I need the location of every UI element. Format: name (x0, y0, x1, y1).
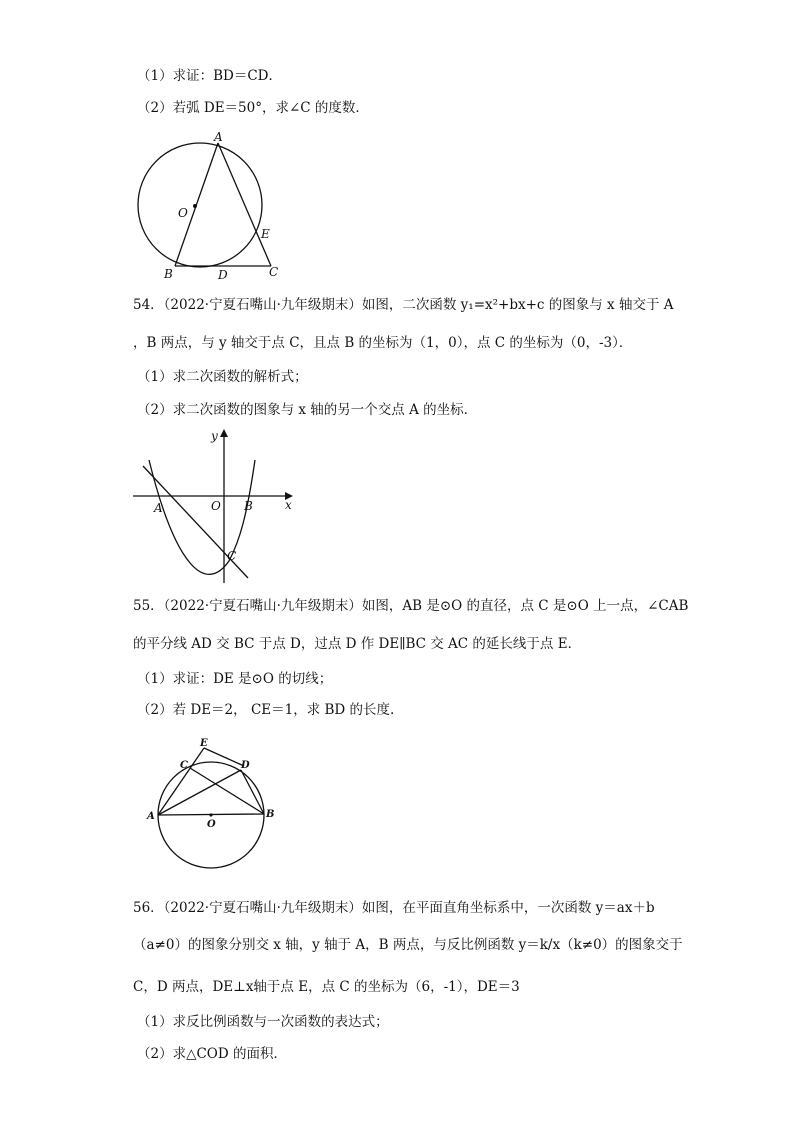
q55-label-c: C (180, 760, 188, 771)
q55-label-b: B (266, 809, 275, 820)
q55-figure (140, 735, 285, 877)
q55-label-o: O (207, 819, 216, 830)
q54-part1: （1）求二次函数的解析式； (137, 369, 308, 385)
q54-y-arrow (220, 429, 228, 437)
q56-stem-line1: 56．（2022·宁夏石嘴山·九年级期末）如图，在平面直角坐标系中，一次函数 y＝ax＋b (133, 900, 655, 916)
q56-part1: （1）求反比例函数与一次函数的表达式； (137, 1014, 389, 1030)
q54-figure (125, 425, 300, 587)
q53-part2: （2）若弧 DE＝50°，求∠C 的度数． (137, 100, 369, 116)
q54-label-b: B (244, 499, 253, 513)
q54-part2: （2）求二次函数的图象与 x 轴的另一个交点 A 的坐标． (137, 402, 478, 418)
q54-parabola (149, 460, 255, 574)
q55-label-d: D (241, 760, 250, 771)
q54-label-y: y (211, 429, 218, 443)
q54-label-a: A (154, 501, 163, 515)
q56-stem-line3: C，D 两点，DE⊥x轴于点 E，点 C 的坐标为（6，-1），DE＝3 (133, 979, 520, 995)
q53-figure (130, 130, 280, 282)
q55-label-a: A (147, 811, 155, 822)
q54-stem-line1: 54．（2022·宁夏石嘴山·九年级期末）如图，二次函数 y₁=x²+bx+c 的图象与 x 轴交于 A (133, 297, 674, 313)
q56-part2: （2）求△COD 的面积． (137, 1046, 287, 1062)
q56-stem-line2: （a≠0）的图象分别交 x 轴，y 轴于 A，B 两点，与反比例函数 y＝k/x（k≠0）的图象交于 (133, 937, 683, 953)
q54-label-o: O (211, 499, 221, 513)
q53-label-e: E (261, 227, 270, 241)
q54-stem-line2: ，B 两点，与 y 轴交于点 C，且点 B 的坐标为（1，0），点 C 的坐标为（0，-3）． (133, 335, 633, 351)
q53-label-a: A (214, 130, 223, 144)
q53-label-c: C (269, 265, 279, 279)
q55-center-dot (209, 813, 212, 816)
q54-label-c: C (227, 549, 237, 563)
q55-part1: （1）求证：DE 是⊙O 的切线； (137, 671, 333, 687)
q53-label-d: D (218, 268, 228, 282)
q53-center-dot (193, 204, 197, 208)
q54-label-x: x (285, 498, 292, 512)
q55-segment-ae (158, 748, 204, 815)
q55-label-e: E (200, 738, 208, 749)
q55-stem-line2: 的平分线 AD 交 BC 于点 D，过点 D 作 DE∥BC 交 AC 的延长线于点 E． (133, 636, 582, 652)
q53-label-o: O (178, 206, 188, 220)
q55-part2: （2）若 DE＝2， CE＝1，求 BD 的长度. (137, 702, 395, 718)
q53-label-b: B (164, 267, 173, 281)
q53-part1: （1）求证：BD＝CD． (137, 68, 282, 84)
q55-stem-line1: 55．（2022·宁夏石嘴山·九年级期末）如图，AB 是⊙O 的直径，点 C 是⊙O 上一点，∠CAB (133, 598, 689, 614)
q53-circle (138, 143, 262, 267)
q53-segment-ab (175, 143, 218, 266)
